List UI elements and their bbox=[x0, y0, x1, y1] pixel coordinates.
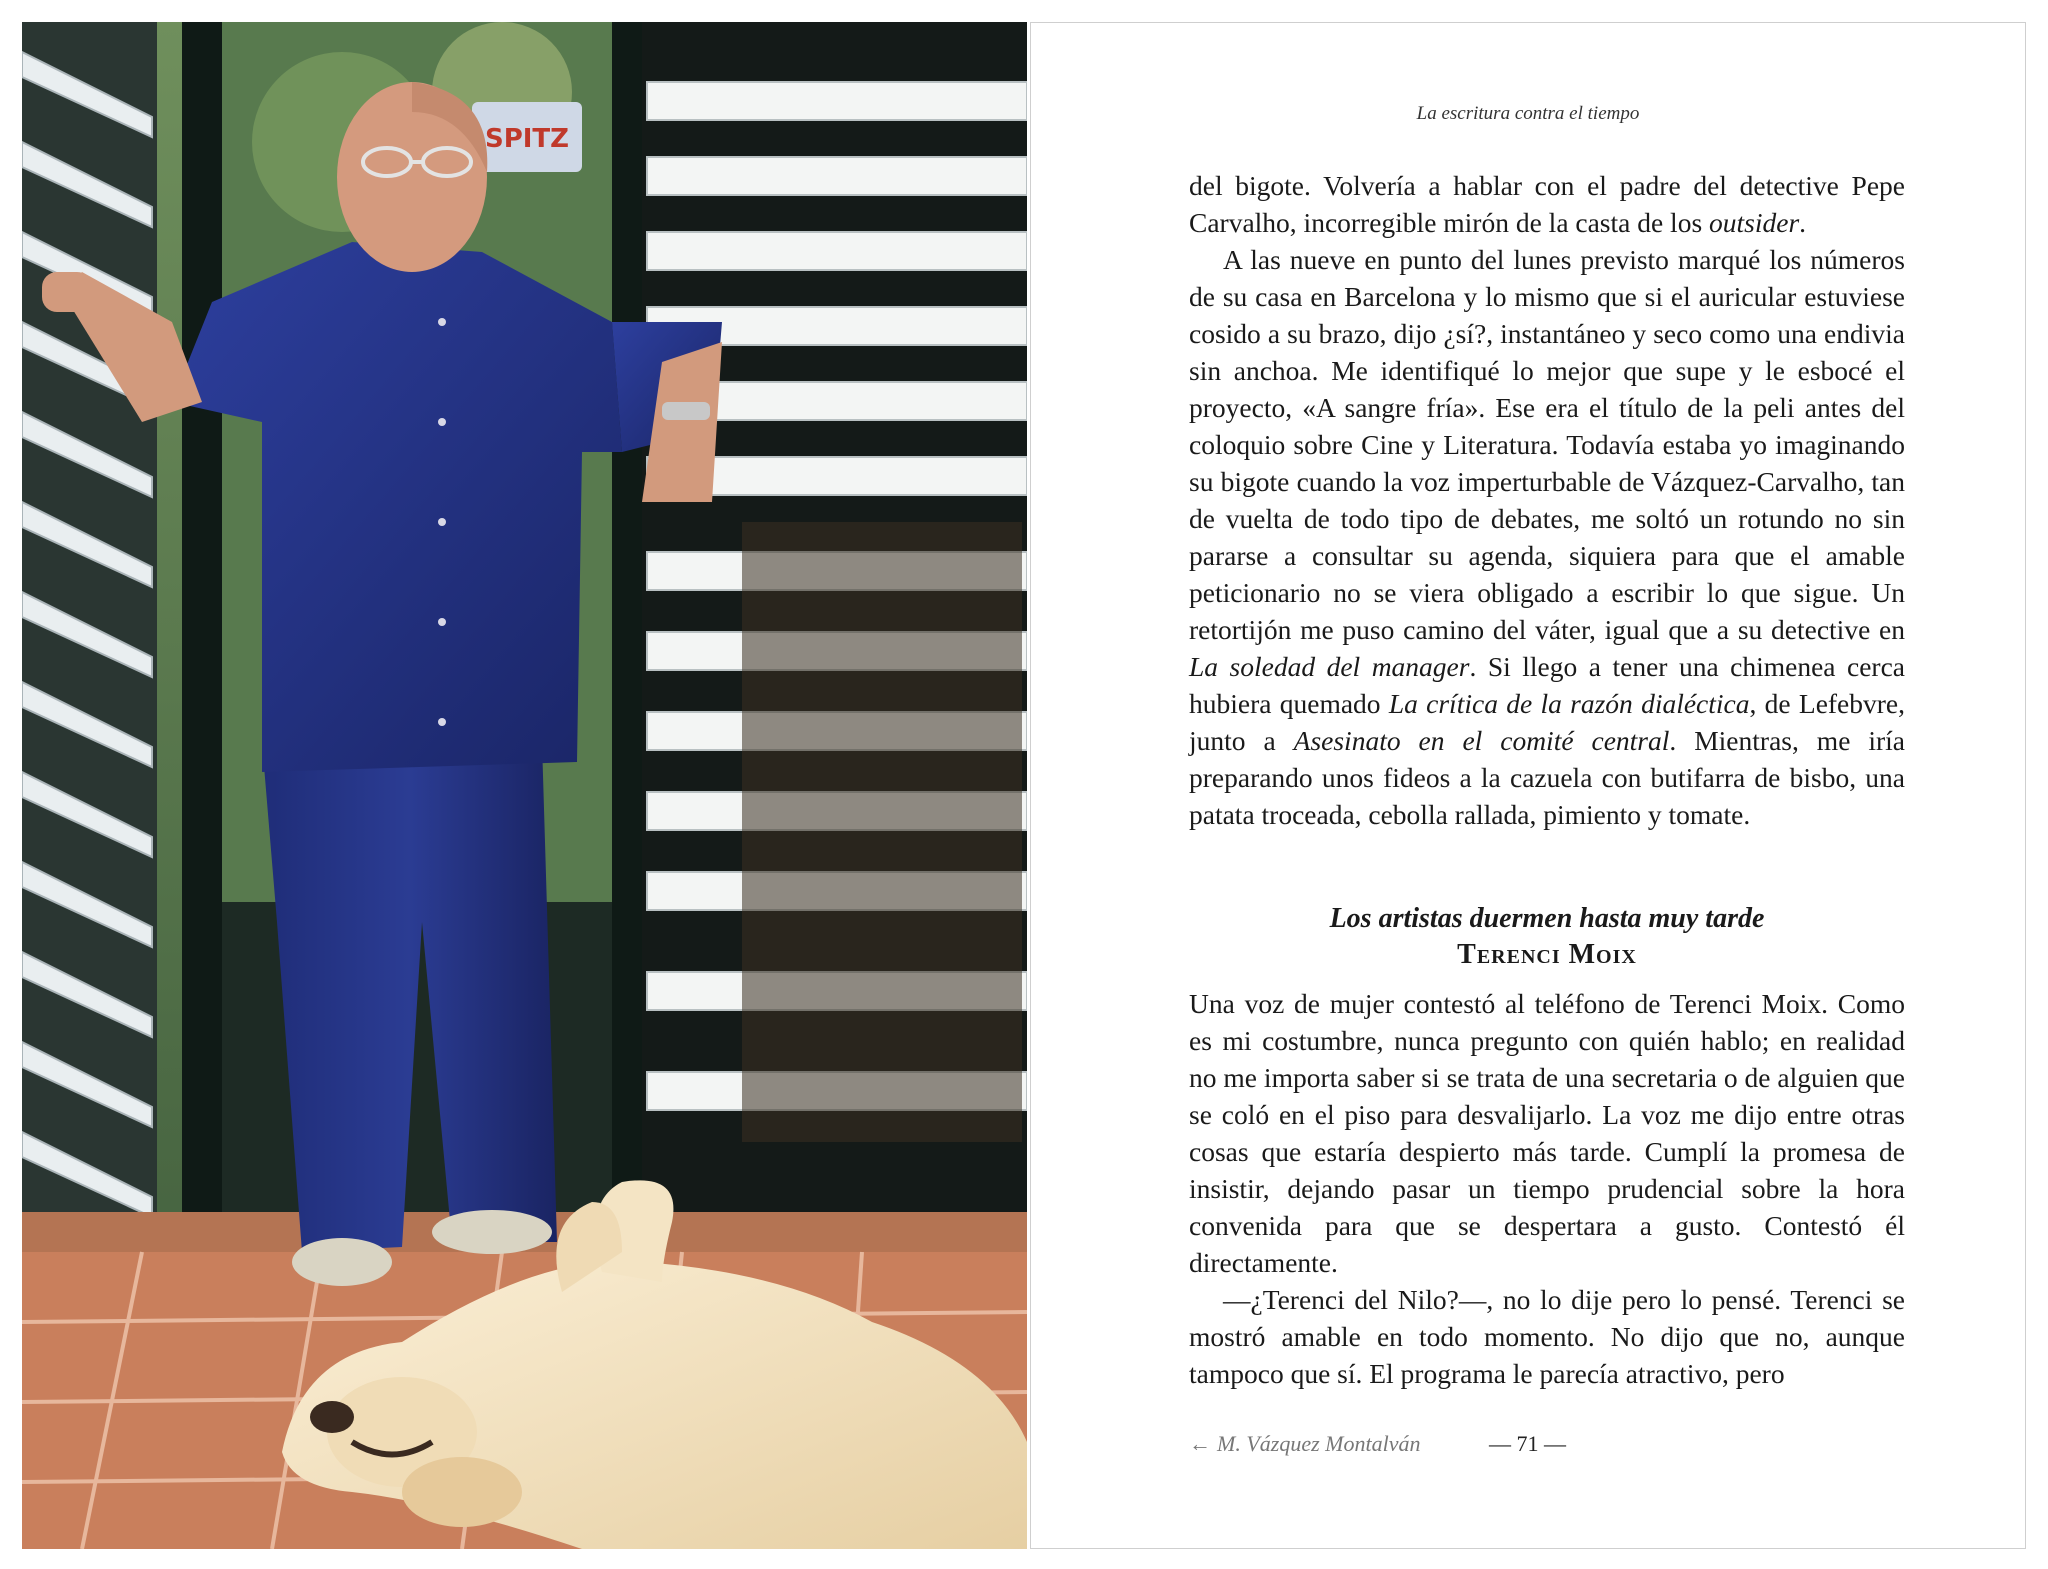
door-sign-text: SPITZ bbox=[484, 124, 570, 154]
text-block-bottom bbox=[1189, 985, 1905, 1392]
section-author: Terenci Moix bbox=[1457, 939, 1637, 970]
page-number: — 71 — bbox=[1489, 1431, 1566, 1456]
paragraph: Una voz de mujer contestó al teléfono de Terenci Moix. Como es mi costumbre, nunca pregunto con quién hablo; en realidad no me importa saber si se trata de una secretaria o de alguien que se coló en el piso para desvalijarlo. La voz me dijo entre otras cosas que estaría despierto más tarde. Cumplí la promesa de insistir, dejando pasar un tiempo prudencial sobre la hora convenida para que se despertara a gusto. Contestó él directamente. bbox=[1189, 988, 1905, 1278]
section-title: Los artistas duermen hasta muy tarde bbox=[1329, 903, 1765, 934]
book-page bbox=[1030, 22, 2026, 1549]
photograph bbox=[22, 22, 1027, 1549]
arrow-left-icon: ← bbox=[1189, 1431, 1211, 1456]
paragraph: A las nueve en punto del lunes previsto marqué los números de su casa en Barcelona y lo mismo que si el auricular estuviese cosido a su brazo, dijo ¿sí?, instantáneo y seco como una endivia sin anchoa. Me identifiqué lo mejor que supe y le esbocé el proyecto, «A sangre fría». Ese era el título de la peli antes del coloquio sobre Cine y Literatura. Todavía estaba yo imaginando su bigote cuando la voz imperturbable de Vázquez-Carvalho, tan de vuelta de todo tipo de debates, me soltó un rotundo no sin pararse a consultar su agenda, siquiera para que el amable peticionario no se viera obligado a escribir lo que sigue. Un retortijón me puso camino del váter, igual que a su detective en La soledad del manager. Si llego a tener una chimenea cerca hubiera quemado La crítica de la razón dialéctica, de Lefebvre, junto a Asesinato en el comité central. Mientras, me iría preparando unos fideos a la cazuela con butifarra de bisbo, una patata troceada, cebolla rallada, pimiento y tomate. bbox=[1189, 244, 1905, 830]
running-head: La escritura contra el tiempo bbox=[1416, 103, 1640, 124]
section-heading bbox=[1189, 901, 1905, 973]
text-block-top bbox=[1189, 167, 1905, 833]
page-footer bbox=[1189, 1431, 1905, 1457]
paragraph: —¿Terenci del Nilo?—, no lo dije pero lo pensé. Terenci se mostró amable en todo momento. No dijo que no, aunque tampoco que sí. El programa le parecía atractivo, pero bbox=[1189, 1284, 1905, 1389]
paragraph: del bigote. Volvería a hablar con el padre del detective Pepe Carvalho, incorregible mirón de la casta de los outsider. bbox=[1189, 170, 1905, 238]
photo-illustration bbox=[22, 22, 1027, 1549]
footer-author: M. Vázquez Montalván bbox=[1217, 1431, 1421, 1456]
